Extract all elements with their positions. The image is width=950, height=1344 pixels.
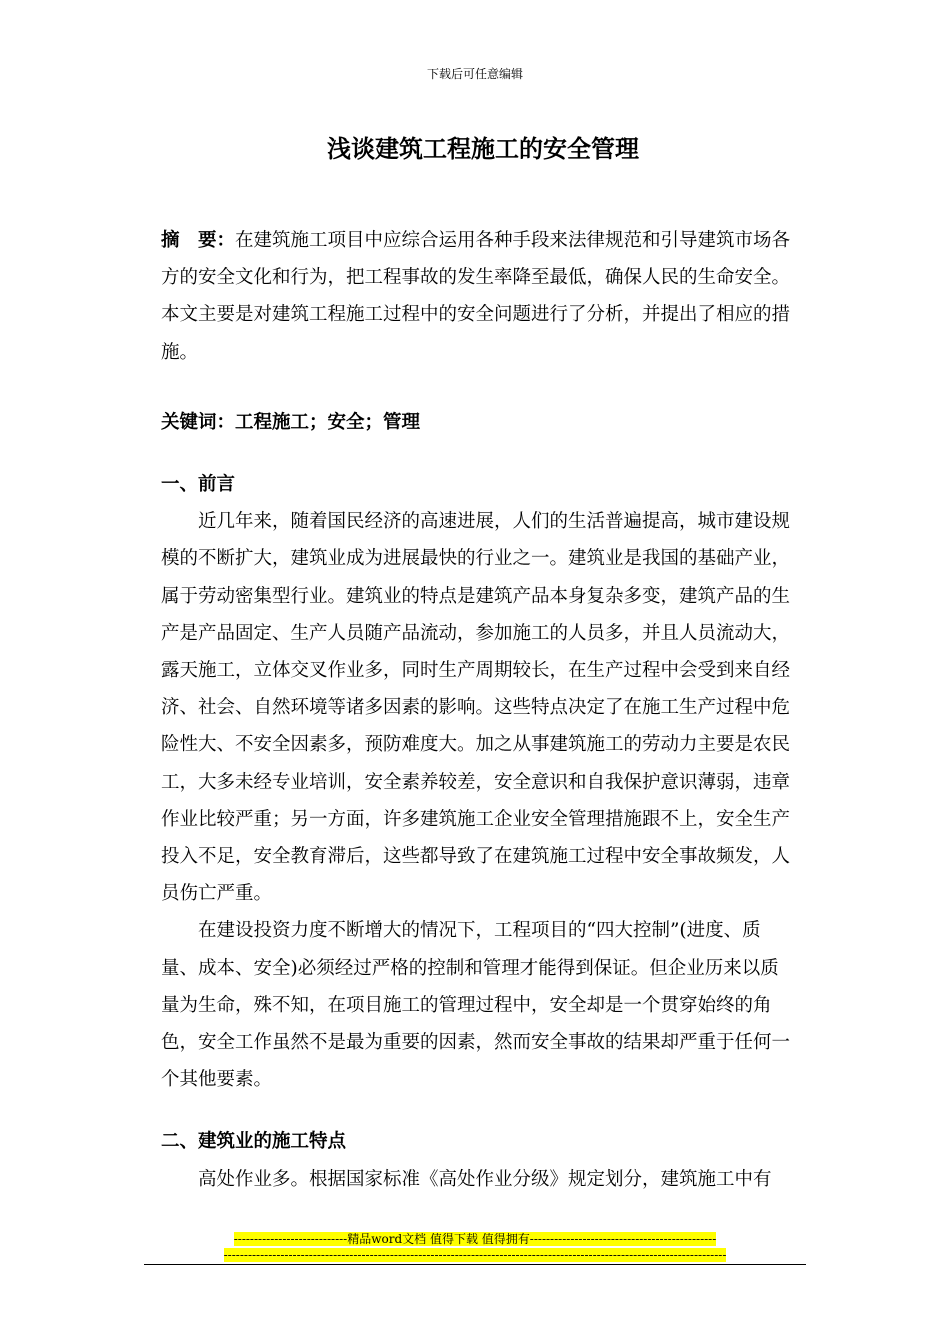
body-paragraph: 近几年来，随着国民经济的高速进展，人们的生活普遍提高，城市建设规模的不断扩大，建筑业成为进展最快的行业之一。建筑业是我国的基础产业，属于劳动密集型行业。建筑业的特点是建筑产品本身复杂多变，建筑产品的生产是产品固定、生产人员随产品流动，参加施工的人员多，并且人员流动大，露天施工，立体交叉作业多，同时生产周期较长，在生产过程中会受到来自经济、社会、自然环境等诸多因素的影响。这些特点决定了在施工生产过程中危险性大、不安全因素多，预防难度大。加之从事建筑施工的劳动力主要是农民工，大多未经专业培训，安全素养较差，安全意识和自我保护意识薄弱，违章作业比较严重；另一方面，许多建筑施工企业安全管理措施跟不上，安全生产投入不足，安全教育滞后，这些都导致了在建筑施工过程中安全事故频发，人员伤亡严重。 <box>161 511 791 905</box>
footer-dash-line <box>0 1247 950 1263</box>
document-title: 浅谈建筑工程施工的安全管理 <box>327 134 639 163</box>
footer-promo-text: ----------------------------精品word文档 值得下载 值得拥有---------------------------------------------- <box>233 1232 717 1246</box>
spacer <box>161 441 797 466</box>
body-paragraph: 高处作业多。根据国家标准《高处作业分级》规定划分，建筑施工中有 <box>198 1168 772 1190</box>
section-heading-characteristics: 二、建筑业的施工特点 <box>161 1131 347 1153</box>
document-body <box>161 222 797 1198</box>
spacer <box>161 371 797 404</box>
footer-promo-line <box>0 1231 950 1247</box>
body-paragraph: 在建设投资力度不断增大的情况下，工程项目的“四大控制”(进度、质量、成本、安全)必须经过严格的控制和管理才能得到保证。但企业历来以质量为生命，殊不知，在项目施工的管理过程中，安全却是一个贯穿始终的角色，安全工作虽然不是最为重要的因素，然而安全事故的结果却严重于任何一个其他要素。 <box>161 920 791 1091</box>
footer-rule <box>144 1264 806 1265</box>
keywords: 关键词：工程施工；安全；管理 <box>161 411 421 433</box>
abstract-paragraph <box>161 222 797 371</box>
header-note: 下载后可任意编辑 <box>426 67 523 81</box>
spacer <box>161 1098 797 1123</box>
footer-dash-text: ---------------------------------------------------------------------------------------------------------------------------- <box>223 1248 727 1262</box>
abstract-label: 摘 要： <box>161 230 236 251</box>
abstract-text: 在建筑施工项目中应综合运用各种手段来法律规范和引导建筑市场各方的安全文化和行为，把工程事故的发生率降至最低，确保人民的生命安全。本文主要是对建筑工程施工过程中的安全问题进行了分析，并提出了相应的措施。 <box>161 230 791 363</box>
section-heading-introduction: 一、前言 <box>161 474 236 496</box>
